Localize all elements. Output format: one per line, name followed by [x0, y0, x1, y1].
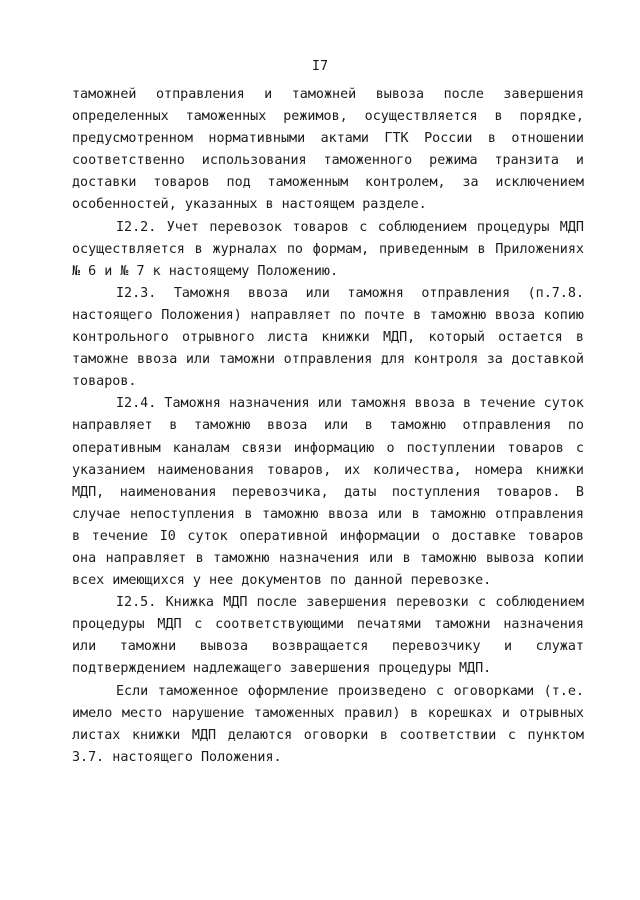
paragraph-reservations: Если таможенное оформление произведено с оговорками (т.е. имело место нарушение таможенных правил) в корешках и отрывных листах книжки МДП делаются оговорки в соответствии с пунктом 3.7. настоящего Положения.: [72, 683, 584, 765]
paragraph-12-2: I2.2. Учет перевозок товаров с соблюдением процедуры МДП осуществляется в журналах по формам, приведенным в Приложениях № 6 и № 7 к настоящему Положению.: [72, 219, 584, 279]
page-number: I7: [311, 58, 329, 74]
document-body: [72, 84, 584, 769]
paragraph-continuation: таможней отправления и таможней вывоза после завершения определенных таможенных режимов, осуществляется в порядке, предусмотренном нормативными актами ГТК России в отношении соответственно использования таможенного режима транзита и доставки товаров под таможенным контролем, за исключением особенностей, указанных в настоящем разделе.: [72, 87, 584, 213]
paragraph-12-5: I2.5. Книжка МДП после завершения перевозки с соблюдением процедуры МДП с соответствующими печатями таможни назначения или таможни вывоза возвращается перевозчику и служат подтверждением надлежащего завершения процедуры МДП.: [72, 595, 584, 677]
paragraph-12-4: I2.4. Таможня назначения или таможня ввоза в течение суток направляет в таможню ввоза или в таможню отправления по оперативным каналам связи информацию о поступлении товаров с указанием наименования товаров, их количества, номера книжки МДП, наименования перевозчика, даты поступления товаров. В случае непоступления в таможню ввоза или в таможню отправления в течение I0 суток оперативной информации о доставке товаров она направляет в таможню назначения или в таможню вывоза копии всех имеющихся у нее документов по данной перевозке.: [72, 396, 584, 589]
paragraph-12-3: I2.3. Таможня ввоза или таможня отправления (п.7.8. настоящего Положения) направляет по почте в таможню ввоза копию контрольного отрывного листа книжки МДП, который остается в таможне ввоза или таможни отправления для контроля за доставкой товаров.: [72, 285, 584, 390]
